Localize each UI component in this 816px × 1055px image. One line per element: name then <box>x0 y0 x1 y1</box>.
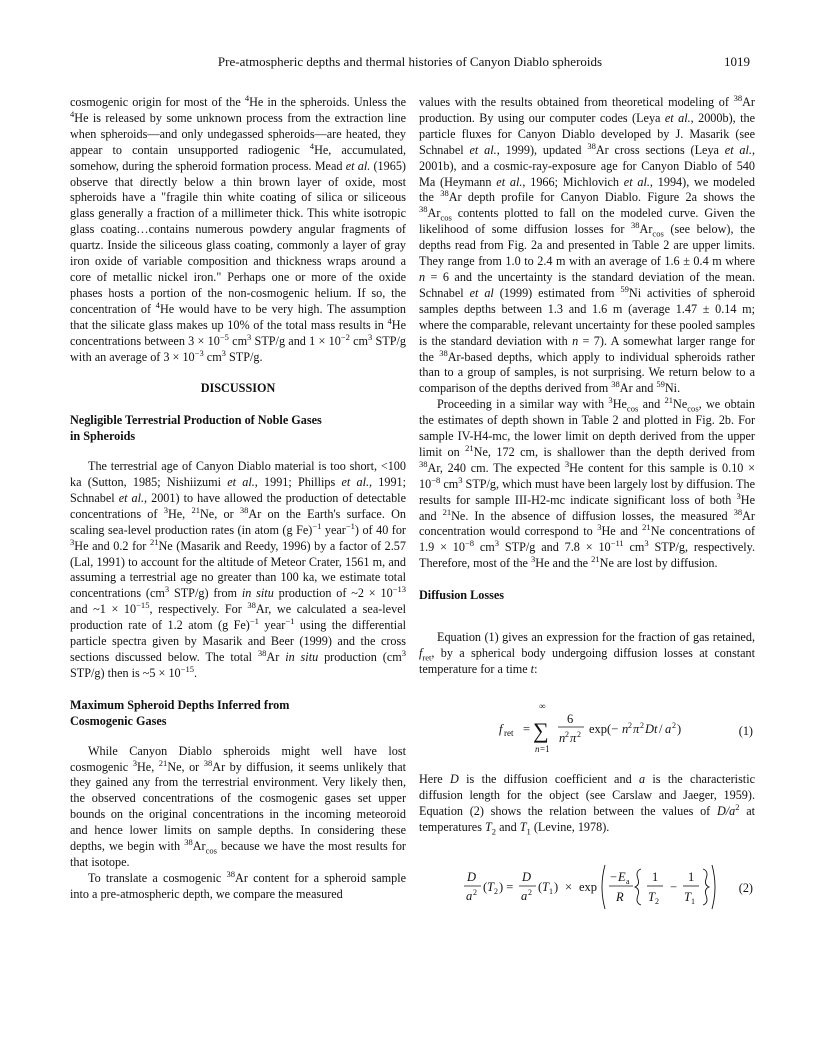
svg-text:∞: ∞ <box>539 700 546 711</box>
svg-text:2: 2 <box>655 897 659 907</box>
paragraph: To translate a cosmogenic $^{38}$Ar content for a spheroid sample into a pre-atmospheric depth, we compare the measured <box>70 868 406 901</box>
paragraph: The terrestrial age of Canyon Diablo material is too short, <100 ka (Sutton, 1985; Nishiizumi et al., 1991; Phillips et al., 1991; Schnabel et al., 2001) to have allowed the production of detectable concentrations of $^3$He, $^{21}$Ne, or $^{38}$Ar on the Earth's surface. On scaling sea-level production rates (in atom (g Fe)$^{-1}$ year$^{-1}$) of 40 for $^3$He and 0.2 for $^{21}$Ne (Masarik and Reedy, 1996) by a factor of 2.57 (Lal, 1991) to account for the altitude of Meteor Crater, 1561 m, and assuming a terrestrial age no greater than 100 ka, we estimate total concentrations ($cm^3$ STP/g) from in situ production of ~2 × $10^{-13}$ and ~1 × $10^{-15}$, respectively. For $^{38}$Ar, we calculated a sea-level production rate of 1.2 atom (g Fe)$^{-1}$ year$^{-1}$ using the differential particle spectra given by Masarik and Beer (1999) and the cross sections discussed below. The total $^{38}$Ar in situ production ($cm^3$ STP/g) then is ~5 × $10^{-15}$. <box>70 459 407 680</box>
svg-text:−: − <box>670 880 678 895</box>
svg-text:2: 2 <box>577 729 581 739</box>
equation-2 <box>419 857 755 917</box>
equation-1-formula <box>419 696 719 760</box>
svg-text:E: E <box>618 870 626 885</box>
svg-text:T: T <box>648 890 655 905</box>
svg-text:π: π <box>633 721 640 736</box>
paragraph: Here D is the diffusion coefficient and a is the characteristic diffusion length for the object (see Carslaw and Jaeger, 1959). Equation (2) shows the relation between the values of $D/a^2$ at temperatures $T_2$ and $T_1$ (Levine, 1978). <box>419 771 755 836</box>
paragraph: cosmogenic origin for most of the $^4$He in the spheroids. Unless the $^4$He is released by some unknown process from the extraction line when spheroids—and only undegassed spheroids—are heated, they appear to contain unsupported radiogenic $^4$He, accumulated, somehow, during the spheroid formation process. Mead et al. (1965) observe that directly below a thin brown layer of oxide, most spheroids have a "fragile thin white coating of silica or siliceous glass generally a fraction of a millimeter thick. This white isotropic glass coating…contains numerous powdery angular fragments of quartz. Inside the siliceous glass coating, commonly a layer of gray iron oxide of variable composition and thickness wraps around a core of metallic nickel iron." Perhaps one or more of the oxide phases hosts a portion of the non-cosmogenic helium. If so, the concentration of $^4$He would have to be very high. The assumption that the silicate glass makes up 10% of the total mass results in $^4$He concentrations between $3 \times 10^{-5}$ $cm^3$ STP/g and $1 \times 10^{-2}$ $cm^3$ STP/g with an average of $3 \times 10^{-3}$ $cm^3$ STP/g. <box>70 92 407 364</box>
svg-text:2: 2 <box>672 720 676 730</box>
svg-text:1: 1 <box>688 870 695 885</box>
paragraph: values with the results obtained from theoretical modeling of $^{38}$Ar production. By using our computer codes (Leya et al., 2000b), the particle fluxes for Canyon Diablo developed by J. Masarik (see Schnabel et al., 1999), updated $^{38}$Ar cross sections (Leya et al., 2001b), and a cosmic-ray-exposure age for Canyon Diablo of 540 Ma (Heymann et al., 1966; Michlovich et al., 1994), we modeled the $^{38}$Ar depth profile for Canyon Diablo. Figure 2a shows the $^{38}Ar_{cos}$ contents plotted to fall on the modeled curve. Given the likelihood of some diffusion losses for $^{38}Ar_{cos}$ (see below), the depths read from Fig. 2a and presented in Table 2 are upper limits. They range from 1.0 to 2.4 m with an average of 1.6 ± 0.4 m where n = 6 and the uncertainty is the standard deviation of the mean. Schnabel et al (1999) estimated from $^{59}$Ni activities of spheroid samples depths between 1.3 and 1.6 m (average 1.47 ± 0.14 m; where the comparable, relevant uncertainty for these pooled samples is the standard deviation with n = 7). A somewhat larger range for the $^{38}$Ar-based depths, which apply to individual spheroids rather than to a group of samples, is not surprising. We return below to a comparison of the depths derived from $^{38}$Ar and $^{59}$Ni. <box>419 92 756 396</box>
svg-text:2: 2 <box>628 720 632 730</box>
equation-number: (2) <box>738 881 753 896</box>
paragraph: Equation (1) gives an expression for the fraction of gas retained, $f_{ret}$, by a spherical body undergoing diffusion losses at constant temperature for a time t: <box>419 630 755 676</box>
paragraph: While Canyon Diablo spheroids might well have lost cosmogenic $^3$He, $^{21}$Ne, or $^{38}$Ar by diffusion, it seems unlikely that they gained any from the terrestrial environment. Very likely then, the observed concentrations of the cosmogenic gases set upper bounds on the original concentrations in the incoming meteoroid and hence lower limits on sample depths. In considering these depths, we begin with $^{38}Ar_{cos}$ because we have the most results for that isotope. <box>70 743 407 869</box>
svg-text:=1: =1 <box>540 743 550 754</box>
svg-text:exp(−: exp(− <box>589 721 619 736</box>
svg-text:2: 2 <box>565 729 569 739</box>
svg-text:n: n <box>559 730 566 745</box>
svg-text:(: ( <box>483 880 488 895</box>
svg-text:): ) <box>677 721 682 736</box>
svg-text:D: D <box>467 870 477 885</box>
svg-text:(: ( <box>538 880 543 895</box>
svg-text:f: f <box>499 721 503 736</box>
subsection-heading: Negligible Terrestrial Production of Noble Gases in Spheroids <box>70 413 322 444</box>
svg-text:π: π <box>570 730 577 745</box>
svg-text:∑: ∑ <box>533 717 549 743</box>
svg-text:T: T <box>487 880 494 895</box>
svg-text:exp: exp <box>579 880 598 895</box>
svg-text:a: a <box>466 889 473 904</box>
equation-1 <box>419 696 755 760</box>
svg-text:Dt: Dt <box>645 721 658 736</box>
paragraph: Proceeding in a similar way with $^3He_{cos}$ and $^{21}Ne_{cos}$, we obtain the estimates of depth shown in Table 2 and plotted in Fig. 2b. For sample IV-H4-mc, the lower limit on depth derived from the upper limit on $^{21}$Ne, 172 cm, is shallower than the depth derived from $^{38}$Ar, 240 cm. The expected $^3$He content for this sample is $0.10 \times 10^{-8}$ $cm^3$ STP/g, which must have been largely lost by diffusion. The results for sample III-H2-mc indicate significant loss of both $^3$He and $^{21}$Ne. In the absence of diffusion losses, the measured $^{38}$Ar concentration would correspond to $^3$He and $^{21}$Ne concentrations of $1.9 \times 10^{-8}$ $cm^3$ STP/g and $7.8 \times 10^{-11}$ $cm^3$ STP/g, respectively. Therefore, most of the $^3$He and the $^{21}$Ne are lost by diffusion. <box>419 395 756 571</box>
svg-text:6: 6 <box>567 711 574 726</box>
svg-text:T: T <box>542 880 549 895</box>
svg-text:2: 2 <box>494 887 498 897</box>
svg-text:1: 1 <box>652 870 659 885</box>
equation-number: (1) <box>738 723 753 738</box>
svg-text:): ) <box>554 880 559 895</box>
svg-text:D: D <box>522 870 532 885</box>
left-column <box>70 92 407 903</box>
right-column <box>419 92 756 925</box>
svg-text:2: 2 <box>528 888 532 898</box>
page-number: 1019 <box>724 54 750 69</box>
svg-text:a: a <box>665 721 672 736</box>
svg-text:n: n <box>535 743 540 754</box>
svg-text:) =: ) = <box>499 880 514 895</box>
svg-text:T: T <box>684 890 691 905</box>
section-heading: DISCUSSION <box>200 381 276 396</box>
svg-text:/: / <box>659 721 663 736</box>
equation-2-formula <box>419 857 719 917</box>
svg-text:2: 2 <box>473 888 477 898</box>
svg-text:a: a <box>626 877 630 887</box>
svg-text:R: R <box>616 890 624 905</box>
svg-text:−: − <box>610 870 618 885</box>
svg-text:1: 1 <box>691 897 695 907</box>
subsection-heading: Maximum Spheroid Depths Inferred from Cosmogenic Gases <box>70 697 290 728</box>
svg-text:n: n <box>622 721 629 736</box>
subsection-heading: Diffusion Losses <box>419 588 504 603</box>
svg-text:a: a <box>521 889 528 904</box>
svg-text:ret: ret <box>504 727 514 738</box>
svg-text:×: × <box>565 880 573 895</box>
svg-text:2: 2 <box>640 720 644 730</box>
svg-text:=: = <box>523 721 531 736</box>
svg-text:1: 1 <box>549 887 553 897</box>
running-title: Pre-atmospheric depths and thermal histories of Canyon Diablo spheroids <box>217 54 603 69</box>
